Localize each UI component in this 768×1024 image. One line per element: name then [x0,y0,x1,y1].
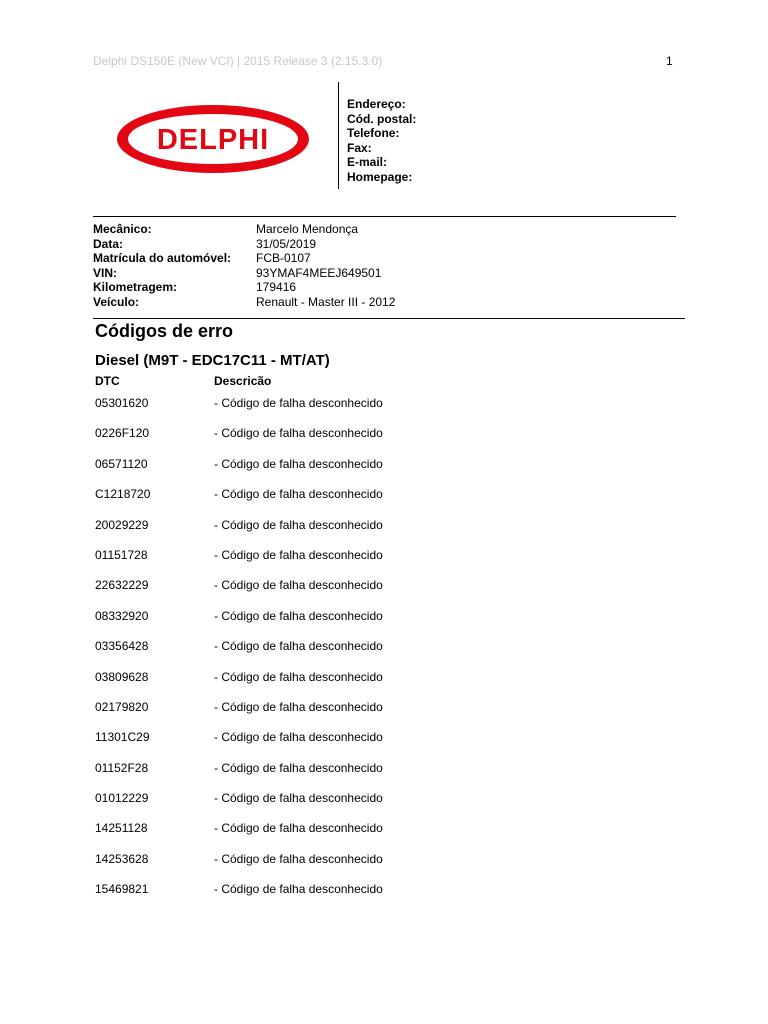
dtc-code: 01151728 [95,547,148,562]
dtc-code: 03356428 [95,639,149,654]
section-title: Códigos de erro [95,321,234,341]
info-value: Marcelo Mendonça [256,222,359,236]
table-row [95,820,383,850]
table-row [95,486,383,516]
table-row [95,638,383,668]
table-row [95,699,383,729]
dtc-code: 15469821 [95,882,149,897]
dtc-code: 08332920 [95,608,149,623]
dtc-code: C1218720 [95,487,151,502]
table-row [95,425,383,455]
info-value: 93YMAF4MEEJ649501 [256,265,382,280]
dtc-code: 11301C29 [95,730,150,745]
dtc-code: 03809628 [95,669,149,684]
dtc-code: 01152F28 [95,760,149,775]
dtc-description: - Código de falha desconhecido [214,608,383,623]
table-row [95,577,383,607]
table-row [95,456,383,486]
info-label: Data: [93,236,124,251]
info-label: Veículo: [93,294,140,309]
document-header: Delphi DS150E (New VCI) | 2015 Release 3 (2.15.3.0) [93,54,383,68]
info-row-vehicle [93,295,395,310]
dtc-description: - Código de falha desconhecido [214,760,383,775]
table-row [95,881,383,911]
dtc-description: - Código de falha desconhecido [214,791,383,806]
subsection-title: Diesel (M9T - EDC17C11 - MT/AT) [95,352,330,369]
dtc-description: - Código de falha desconhecido [214,456,383,471]
postal-code-label: Cód. postal: [347,111,417,126]
info-label: Mecânico: [93,222,152,236]
page-number: 1 [666,54,673,68]
header-divider [338,82,339,189]
info-value: Renault - Master III - 2012 [256,294,396,309]
dtc-description: - Código de falha desconhecido [214,882,383,897]
table-row [95,851,383,881]
dtc-code: 02179820 [95,699,149,714]
info-label: VIN: [93,265,117,280]
table-row [95,395,383,425]
dtc-code: 22632229 [95,578,149,593]
dtc-code: 14251128 [95,821,148,836]
table-row [95,790,383,820]
dtc-description: - Código de falha desconhecido [214,730,383,745]
logo-text: DELPHI [156,124,270,156]
dtc-description: - Código de falha desconhecido [214,851,383,866]
phone-label: Telefone: [347,126,400,140]
dtc-description: - Código de falha desconhecido [214,699,383,714]
info-top-rule [93,216,676,217]
table-row [95,760,383,790]
info-row-date [93,237,395,252]
table-row [95,517,383,547]
table-row [95,729,383,759]
dtc-description: - Código de falha desconhecido [214,578,383,593]
dtc-code: 01012229 [95,791,149,806]
table-row [95,547,383,577]
info-value: 179416 [256,280,297,295]
dtc-code: 14253628 [95,851,149,866]
info-value: 31/05/2019 [256,236,317,251]
contact-block [347,97,416,184]
dtc-description: - Código de falha desconhecido [214,517,383,532]
homepage-label: Homepage: [347,169,413,184]
dtc-description: - Código de falha desconhecido [214,669,383,684]
address-label: Endereço: [347,97,406,111]
dtc-description: - Código de falha desconhecido [214,426,383,441]
dtc-description: - Código de falha desconhecido [214,396,383,410]
dtc-code: 20029229 [95,517,149,532]
fax-label: Fax: [347,140,372,155]
info-label: Kilometragem: [93,280,178,295]
info-row-mileage [93,280,395,295]
dtc-description: - Código de falha desconhecido [214,821,383,836]
info-row-mechanic [93,222,395,237]
email-label: E-mail: [347,155,388,169]
dtc-code: 06571120 [95,456,148,471]
column-header-description: Descricão [214,374,272,388]
info-label: Matrícula do automóvel: [93,251,232,266]
dtc-code: 05301620 [95,396,149,410]
info-row-plate [93,251,395,266]
dtc-code: 0226F120 [95,426,150,441]
table-row [95,669,383,699]
info-row-vin [93,266,395,281]
table-row [95,608,383,638]
dtc-description: - Código de falha desconhecido [214,547,383,562]
delphi-logo [116,104,310,174]
dtc-description: - Código de falha desconhecido [214,487,383,502]
section-rule [93,318,685,319]
info-value: FCB-0107 [256,251,311,266]
dtc-table [95,395,383,912]
column-header-dtc: DTC [95,374,120,388]
dtc-description: - Código de falha desconhecido [214,639,383,654]
vehicle-info [93,222,395,310]
